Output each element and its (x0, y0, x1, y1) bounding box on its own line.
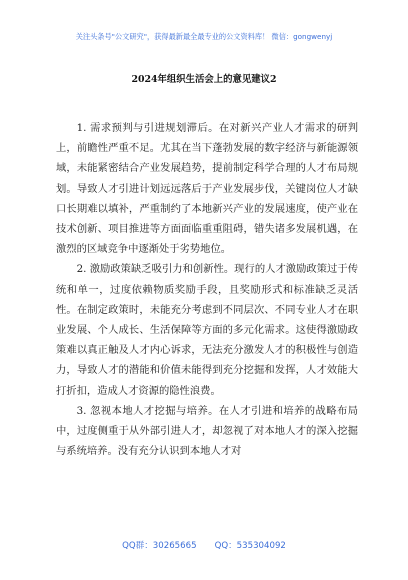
document-title: 2024年组织生活会上的意见建议2 (131, 74, 277, 85)
footer-qq-group: QQ群：30265665 (122, 541, 197, 551)
footer-contact (0, 539, 408, 551)
paragraph-3: 3. 忽视本地人才挖掘与培养。在人才引进和培养的战略布局中，过度侧重于从外部引进人才，却忽视了对本地人才的深入挖掘与系统培养。没有充分认识到本地人才对 (56, 404, 358, 458)
document-body (56, 118, 358, 461)
header-banner: 关注头条号"公文研究"，获得最新最全最专业的公文资料库！ 微信：gongwenyj (75, 32, 333, 41)
paragraph-2: 2. 激励政策缺乏吸引力和创新性。现行的人才激励政策过于传统和单一，过度依赖物质奖励手段，且奖励形式和标准缺乏灵活性。在制定政策时，未能充分考虑到不同层次、不同专业人才在职业发展、个人成长、生活保障等方面的多元化需求。这使得激励政策难以真正触及人才内心诉求，无法充分激发人才的积极性与创造力，导致人才的潜能和价值未能得到充分挖掘和发挥，人才效能大打折扣，造成人才资源的隐性浪费。 (56, 263, 358, 397)
footer-qq-number: QQ：535304092 (214, 541, 286, 551)
paragraph-1: 1. 需求预判与引进规划滞后。在对新兴产业人才需求的研判上，前瞻性严重不足。尤其在当下蓬勃发展的数字经济与新能源领域，未能紧密结合产业发展趋势，提前制定科学合理的人才布局规划。导致人才引进计划远远落后于产业发展步伐，关键岗位人才缺口长期难以填补，严重制约了本地新兴产业的发展速度，使产业在技术创新、项目推进等方面面临重重阻碍，错失诸多发展机遇，在激烈的区域竞争中逐渐处于劣势地位。 (56, 122, 358, 256)
